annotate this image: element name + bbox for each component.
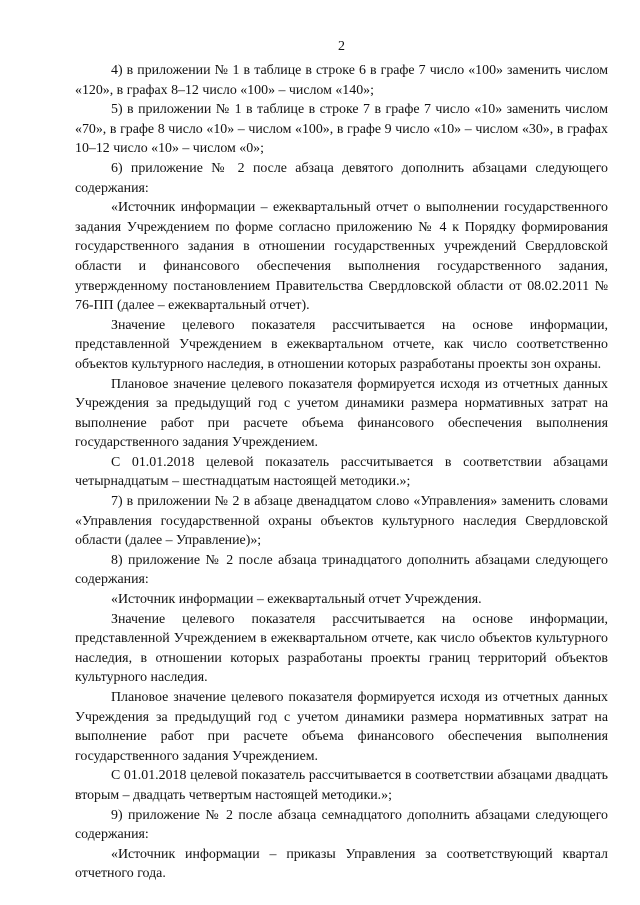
paragraph-item-5: 5) в приложении № 1 в таблице в строке 7 в графе 7 число «10» заменить числом «70», в графе 8 число «10» – числом «100», в графе 9 число «10» – числом «30», в графах 10–12 число «10» – числом «0»; <box>75 102 608 157</box>
paragraph-source-info: «Источник информации – ежеквартальный отчет о выполнении государственного задания Учреждением по форме согласно приложению № 4 к Порядку формирования государственного задания в отношении государственных учреждений Свердловской области и финансового обеспечения выполнения государственного задания, утвержденному постановлением Правительства Свердловской области от 08.02.2011 № 76-ПП (далее – ежеквартальный отчет). <box>75 200 608 314</box>
paragraph-planned-value: Плановое значение целевого показателя формируется исходя из отчетных данных Учреждения за предыдущий год с учетом динамики размера нормативных затрат на выполнение работ при расчете объема финансового обеспечения выполнения государственного задания Учреждением. <box>75 376 608 451</box>
paragraph-from-2018-2: С 01.01.2018 целевой показатель рассчитывается в соответствии абзацами двадцать вторым – двадцать четвертым настоящей методики.»; <box>75 768 608 803</box>
paragraph-value-calc-2: Значение целевого показателя рассчитывается на основе информации, представленной Учреждением в ежеквартальном отчете, как число объектов культурного наследия, в отношении которых разработаны проекты границ территорий объектов культурного наследия. <box>75 611 608 686</box>
paragraph-item-4: 4) в приложении № 1 в таблице в строке 6 в графе 7 число «100» заменить числом «120», в графах 8–12 число «100» – числом «140»; <box>75 63 608 98</box>
paragraph-item-6: 6) приложение № 2 после абзаца девятого дополнить абзацами следующего содержания: <box>75 160 608 196</box>
paragraph-source-info-3: «Источник информации – приказы Управления за соответствующий квартал отчетного года. <box>75 846 608 882</box>
paragraph-source-info-2: «Источник информации – ежеквартальный отчет Учреждения. <box>111 592 482 608</box>
paragraph-value-calc: Значение целевого показателя рассчитывается на основе информации, представленной Учреждением в ежеквартальном отчете, как число соответственно объектов культурного наследия, в отношении которых разработаны проекты зон охраны. <box>75 317 608 372</box>
paragraph-item-7: 7) в приложении № 2 в абзаце двенадцатом слово «Управления» заменить словами «Управления государственной охраны объектов культурного наследия Свердловской области (далее – Управление)»; <box>75 494 608 549</box>
paragraph-item-8: 8) приложение № 2 после абзаца тринадцатого дополнить абзацами следующего содержания: <box>75 552 608 588</box>
paragraph-from-2018: С 01.01.2018 целевой показатель рассчитывается в соответствии абзацами четырнадцатым – шестнадцатым настоящей методики.»; <box>75 454 608 490</box>
paragraph-item-9: 9) приложение № 2 после абзаца семнадцатого дополнить абзацами следующего содержания: <box>75 807 608 843</box>
paragraph-planned-value-2: Плановое значение целевого показателя формируется исходя из отчетных данных Учреждения за предыдущий год с учетом динамики размера нормативных затрат на выполнение работ при расчете объема финансового обеспечения выполнения государственного задания Учреждением. <box>75 690 608 764</box>
page-number: 2 <box>338 39 345 54</box>
document-page <box>75 38 608 884</box>
